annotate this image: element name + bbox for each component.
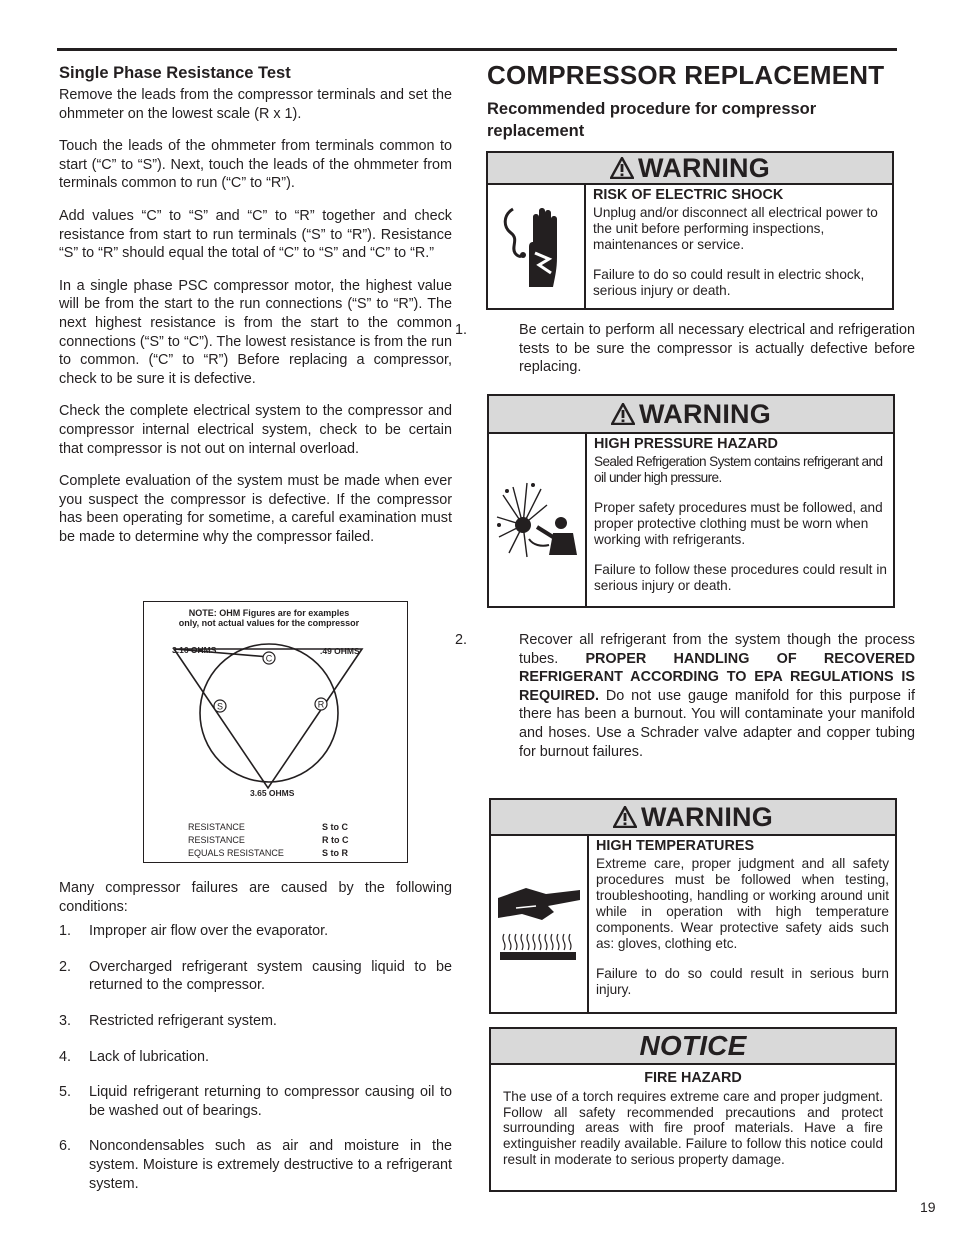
list-item [59,1012,452,1031]
list-item [59,922,452,941]
step-number: 2. [455,632,468,648]
warning-paragraph: Failure to do so could result in electric shock, serious injury or death. [593,267,865,298]
resistance-row-label: RESISTANCE [188,822,245,832]
warning-body [489,434,893,606]
diagram-note-1: NOTE: OHM Figures are for examples [188,608,350,618]
list-text: Noncondensables such as air and moisture in the system. Moisture is extremely destructive to a refrigerant system. [89,1138,452,1192]
warning-header [491,800,895,836]
left-column [59,64,452,560]
label-sr-ohms: 3.65 OHMS [250,788,295,798]
warning-title: RISK OF ELECTRIC SHOCK [593,187,784,203]
section-subtitle: Recommended procedure for compressor replacement [487,100,817,140]
warning-paragraph: Sealed Refrigeration System contains refrigerant and oil under high pressure. [594,454,883,485]
notice-header: NOTICE [491,1029,895,1065]
failures-section [59,879,452,1210]
paragraph: Add values “C” to “S” and “C” to “R” together and check resistance from start to run terminals (“S” to “R”). Resistance “S” to “R” should equal the total of “C” to “S” and “C” to “R.” [59,207,452,262]
step-text: Do not use gauge manifold for this purpose if there has been a burnout. You will contaminate your manifold and hoses. Use a Schrader valve adapter and copper tubing for burnout failures. [519,687,916,760]
warning-header [488,153,892,185]
resistance-row-value: R to C [322,835,349,845]
warning-paragraph: Proper safety procedures must be followed, and proper protective clothing must be worn when working with refrigerants. [594,500,883,547]
list-text: Restricted refrigerant system. [89,1012,277,1029]
page-number: 19 [920,1199,936,1215]
section-heading: Single Phase Resistance Test [59,64,291,82]
notice-body [491,1065,895,1172]
step-text: Be certain to perform all necessary electrical and refrigeration tests to be sure the compressor is actually defective before replacing. [519,322,915,376]
label-cs-ohms: 3.16 OHMS [172,645,217,655]
ohm-diagram-graphic [144,602,407,862]
list-text: Improper air flow over the evaporator. [89,923,329,940]
list-item [59,958,452,995]
resistance-row-label: EQUALS RESISTANCE [188,848,284,858]
step-bold-text: PROPER HANDLING OF RECOVERED REFRIGERANT ACCORDING TO EPA REGULATIONS IS REQUIRED. [519,650,915,704]
paragraph: Complete evaluation of the system must be made when ever you suspect the compressor is defective. If the compressor has been operating for sometime, a careful examination must be made to determine why the compressor failed. [59,473,452,545]
list-item [59,1137,452,1193]
list-text: Lack of lubrication. [89,1048,209,1065]
page-title: COMPRESSOR REPLACEMENT [487,60,885,90]
step-1 [455,321,915,377]
list-text: Overcharged refrigerant system causing liquid to be returned to the compressor. [89,958,452,994]
list-number: 4. [59,1048,72,1065]
warning-body [488,185,892,308]
paragraph: In a single phase PSC compressor motor, the highest value will be from the start to the run connections (“S” to “R”). The next highest resistance is from the start to the common connections (“S” to “C”). The lowest resistance is from the run to common. (“C” to “R”) Before replacing a compressor, check to be sure it is defective. [59,277,452,387]
high-pressure-explosion-icon [489,434,587,606]
paragraph: Remove the leads from the compressor terminals and set the ohmmeter on the lowest scale (R x 1). [59,87,452,122]
top-rule [57,48,897,51]
notice-text: The use of a torch requires extreme care and proper judgment. Follow all safety recommended precautions and protect surrounding areas with fire proof materials. Have a fire extinguisher readily available. Failure to follow this notice could result in moderate to serious property damage. [503,1088,883,1167]
warning-high-temperatures [489,798,897,1014]
warning-paragraph: Extreme care, proper judgment and all safety procedures must be followed when testing, troubleshooting, handling or working around unit while in operation with high temperature components. Wear protective safety aids such as: gloves, clothing etc. [596,856,889,951]
warning-text [586,185,892,308]
list-item [59,1048,452,1067]
list-item [59,1083,452,1120]
notice-fire-hazard [489,1027,897,1192]
terminal-r-label: R [317,699,325,710]
warning-title: HIGH TEMPERATURES [596,838,755,854]
list-number: 6. [59,1138,72,1155]
warning-text [589,836,895,1012]
notice-title: FIRE HAZARD [644,1070,742,1086]
hot-surface-hand-icon [491,836,589,1012]
resistance-row-value: S to C [322,822,348,832]
paragraph: Touch the leads of the ohmmeter from terminals common to start (“C” to “S”). Next, touch the leads of the ohmmeter from terminals common to run (“C” to “R”). [59,138,452,192]
list-number: 5. [59,1084,72,1101]
warning-header [489,396,893,434]
warning-text [587,434,893,606]
failures-intro: Many compressor failures are caused by the following conditions: [59,880,452,915]
compressor-circle [200,644,338,782]
warning-paragraph: Unplug and/or disconnect all electrical power to the unit before performing inspections, maintenances or service. [593,205,878,252]
list-number: 1. [59,923,72,940]
warning-label: WARNING [639,398,771,429]
warning-triangle-icon [610,157,634,179]
resistance-triangle [174,649,362,788]
step-number: 1. [455,322,468,338]
warning-triangle-icon [613,806,637,828]
paragraph: Check the complete electrical system to the compressor and compressor internal electrical system, check to be certain that compressor is not out on internal overload. [59,403,452,457]
failures-list [59,922,452,1193]
terminal-s-label: S [216,701,224,712]
warning-paragraph: Failure to do so could result in serious burn injury. [596,966,889,997]
warning-title: HIGH PRESSURE HAZARD [594,436,778,452]
resistance-row-label: RESISTANCE [188,835,245,845]
electric-shock-hand-icon [488,185,586,308]
step-text: Recover all refrigerant from the system though the process tubes. [519,632,915,667]
warning-body [491,836,895,1012]
list-number: 3. [59,1012,72,1029]
warning-label: WARNING [638,152,770,183]
warning-paragraph: Failure to follow these procedures could result in serious injury or death. [594,562,887,593]
warning-triangle-icon [611,403,635,425]
step-2 [455,631,916,761]
warning-label: WARNING [641,801,773,832]
terminal-c-label: C [265,653,273,664]
ohm-diagram [143,601,408,863]
resistance-row-value: S to R [322,848,348,858]
warning-high-pressure [487,394,895,608]
list-number: 2. [59,958,72,975]
label-cr-ohms: .49 OHMS [320,646,360,656]
list-text: Liquid refrigerant returning to compressor causing oil to be washed out of bearings. [89,1084,452,1119]
diagram-note-2: only, not actual values for the compressor [178,618,360,628]
warning-electric-shock [486,151,894,310]
right-column [487,60,897,142]
